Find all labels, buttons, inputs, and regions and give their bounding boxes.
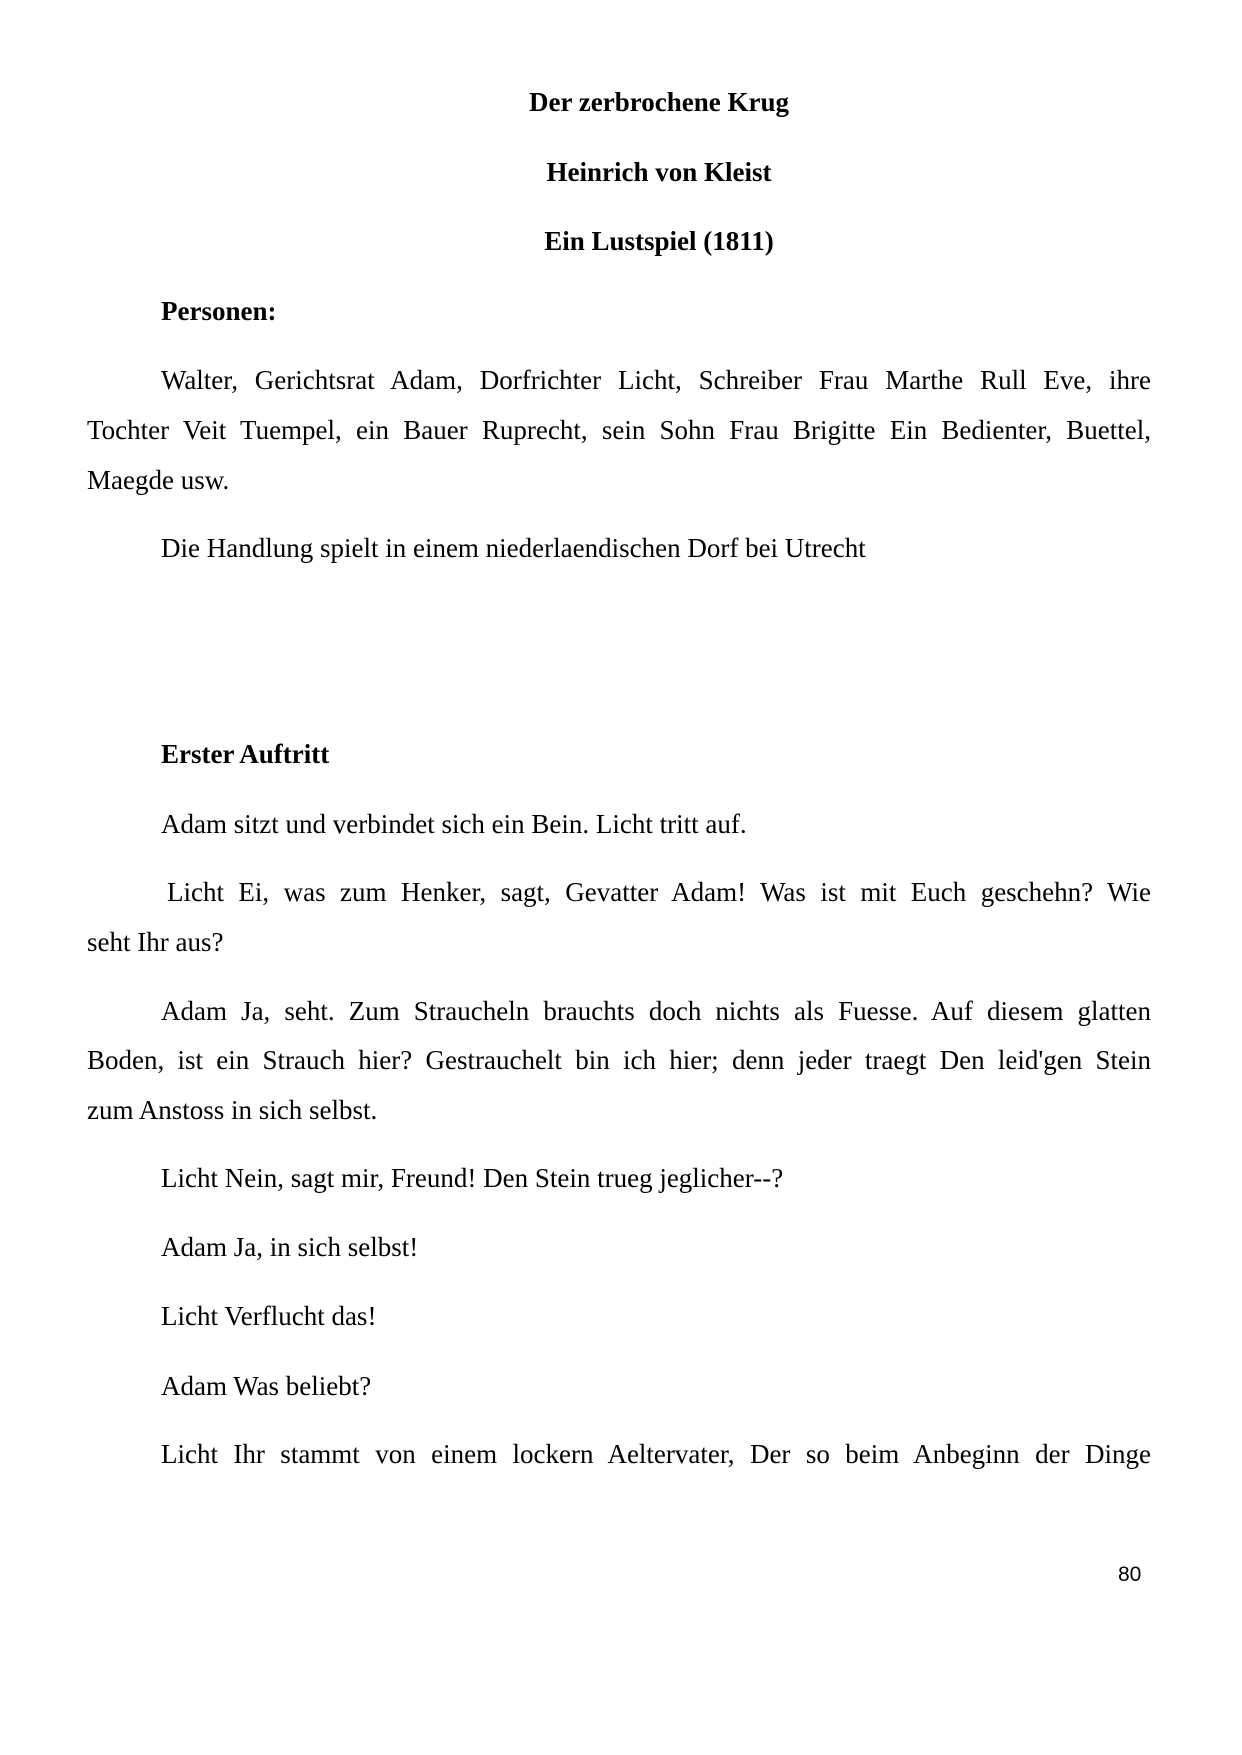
- speech-7-line-1: Licht Ihr stammt von einem lockern Aeltervater, Der so beim Anbeginn der Dinge: [161, 1439, 1151, 1469]
- scene-heading: Erster Auftritt: [161, 739, 330, 769]
- speech-3: Licht Nein, sagt mir, Freund! Den Stein trueg jeglicher--?: [161, 1163, 784, 1193]
- personen-line-2: Tochter Veit Tuempel, ein Bauer Ruprecht, sein Sohn Frau Brigitte Ein Bedienter, Buettel,: [87, 415, 1151, 445]
- speech-6: Adam Was beliebt?: [161, 1371, 372, 1401]
- speech-2-line-3: zum Anstoss in sich selbst.: [87, 1095, 378, 1125]
- stage-direction: Adam sitzt und verbindet sich ein Bein. Licht tritt auf.: [161, 809, 747, 839]
- play-title: Der zerbrochene Krug: [529, 87, 789, 117]
- setting-line: Die Handlung spielt in einem niederlaendischen Dorf bei Utrecht: [161, 533, 866, 563]
- author-name: Heinrich von Kleist: [546, 157, 772, 187]
- speech-1-line-1: Licht Ei, was zum Henker, sagt, Gevatter Adam! Was ist mit Euch geschehn? Wie: [167, 877, 1151, 907]
- personen-line-3: Maegde usw.: [87, 465, 230, 495]
- speech-5: Licht Verflucht das!: [161, 1301, 377, 1331]
- play-subtitle: Ein Lustspiel (1811): [544, 226, 774, 256]
- speech-2-line-1: Adam Ja, seht. Zum Straucheln brauchts doch nichts als Fuesse. Auf diesem glatten: [161, 996, 1151, 1026]
- speech-1-line-2: seht Ihr aus?: [87, 927, 224, 957]
- page-number: 80: [1118, 1563, 1142, 1586]
- speech-4: Adam Ja, in sich selbst!: [161, 1232, 419, 1262]
- personen-heading: Personen:: [161, 296, 277, 326]
- personen-line-1: Walter, Gerichtsrat Adam, Dorfrichter Licht, Schreiber Frau Marthe Rull Eve, ihre: [161, 365, 1151, 395]
- speech-2-line-2: Boden, ist ein Strauch hier? Gestrauchelt bin ich hier; denn jeder traegt Den leid'gen Stein: [87, 1045, 1151, 1075]
